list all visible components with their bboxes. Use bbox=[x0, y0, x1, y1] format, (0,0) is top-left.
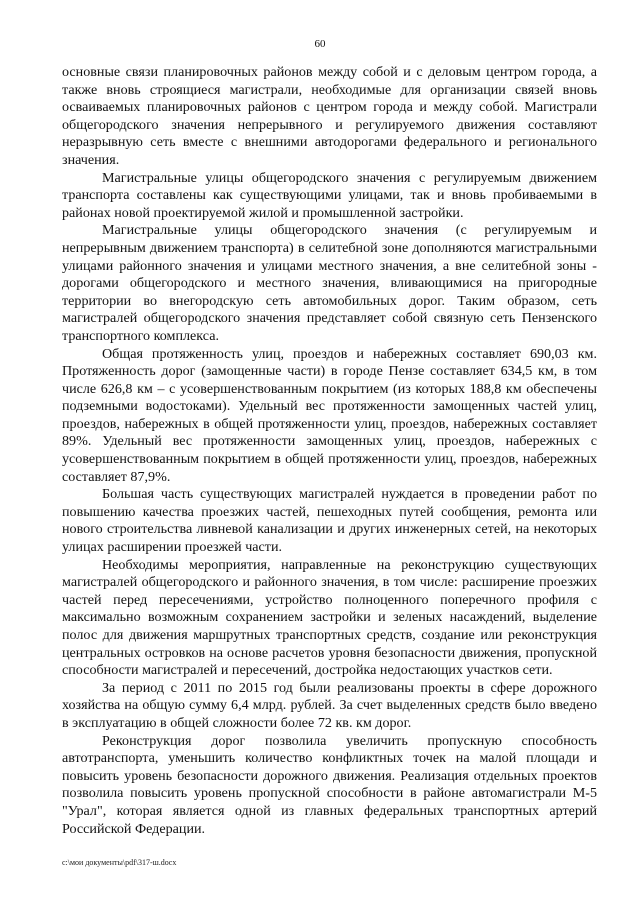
paragraph: Общая протяженность улиц, проездов и набережных составляет 690,03 км. Протяженность дорог (замощенные части) в городе Пензе составляет 634,5 км, в том числе 626,8 км – с усовершенствованным покрытием (из которых 188,8 км обеспечены подземными водостоками). Удельный вес протяженности замощенных частей улиц, проездов, набережных в общей протяженности улиц, проездов, набережных составляет 89%. Удельный вес протяженности замощенных улиц, проездов, набережных с усовершенствованным покрытием в общей протяженности улиц, проездов, набережных составляет 87,9%. bbox=[62, 345, 597, 485]
page-number: 60 bbox=[314, 38, 326, 50]
paragraph: За период с 2011 по 2015 год были реализованы проекты в сфере дорожного хозяйства на общую сумму 6,4 млрд. рублей. За счет выделенных средств было введено в эксплуатацию в общей сложности более 72 кв. км дорог. bbox=[62, 679, 597, 731]
body-text bbox=[62, 64, 597, 838]
paragraph: Реконструкция дорог позволила увеличить пропускную способность автотранспорта, уменьшить количество конфликтных точек на малой площади и повысить уровень безопасности дорожного движения. Реализация отдельных проектов позволила повысить уровень пропускной способности в районе автомагистрали М-5 "Урал", которая является одной из главных федеральных транспортных артерий Российской Федерации. bbox=[62, 732, 597, 837]
paragraph: основные связи планировочных районов между собой и с деловым центром города, а также вновь строящиеся магистрали, необходимые для организации связей вновь осваиваемых планировочных районов с центром города и между собой. Магистрали общегородского значения непрерывного и регулируемого движения составляют неразрывную сеть вместе с внешними автодорогами федерального и регионального значения. bbox=[62, 64, 597, 168]
paragraph: Необходимы мероприятия, направленные на реконструкцию существующих магистралей общегородского и районного значения, в том числе: расширение проезжих частей перед пересечениями, устройство полноценного поперечного профиля с максимально возможным сохранением застройки и зеленых насаждений, выделение полос для движения маршрутных транспортных средств, создание или реконструкция центральных островков на основе расчетов уровня безопасности движения, пропускной способности магистралей и пересечений, достройка недостающих участков сети. bbox=[62, 556, 597, 679]
paragraph: Магистральные улицы общегородского значения с регулируемым движением транспорта составлены как существующими улицами, так и вновь пробиваемыми в районах новой проектируемой жилой и промышленной застройки. bbox=[62, 169, 597, 221]
paragraph: Большая часть существующих магистралей нуждается в проведении работ по повышению качества проезжих частей, пешеходных путей сообщения, ремонта или нового строительства ливневой канализации и других инженерных сетей, на некоторых улицах расширении проезжей части. bbox=[62, 486, 597, 556]
paragraph: Магистральные улицы общегородского значения (с регулируемым и непрерывным движением транспорта) в селитебной зоне дополняются магистральными улицами районного значения и улицами местного значения, а вне селитебной зоны - дорогами общегородского и местного значения, вливающимися на пригородные территории во внегородскую сеть автомобильных дорог. Таким образом, сеть магистралей общегородского значения представляет собой связную сеть Пензенского транспортного комплекса. bbox=[62, 222, 597, 344]
footer-file-path: c:\мои документы\pdf\317-ш.docx bbox=[62, 858, 177, 867]
